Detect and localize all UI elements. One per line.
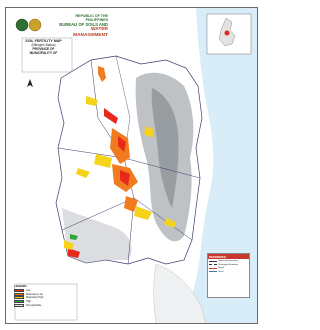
reference-label: Road [218, 267, 224, 270]
reference-box [207, 253, 250, 298]
agency-line-2: BUREAU OF SOILS AND [59, 22, 108, 27]
reference-item [209, 263, 248, 266]
map-title-block [22, 39, 65, 55]
legend-swatch [14, 293, 24, 296]
agency-logo-right [29, 19, 41, 31]
legend-item [14, 304, 70, 307]
legend-swatch [14, 289, 24, 292]
map-subtitle: (Nitrogen Status) [31, 43, 56, 47]
map-title: SOIL FERTILITY MAP [25, 39, 62, 43]
reference-label: Municipal Boundary [218, 260, 238, 263]
legend-label: Not Applicable [26, 303, 42, 307]
province-label: PROVINCE OF [32, 47, 55, 51]
reference-title: REFERENCE [208, 254, 249, 259]
legend-label: Moderately Low [26, 292, 43, 296]
legend-swatch [14, 304, 24, 307]
reference-symbol [209, 271, 217, 272]
inset-location-marker [225, 31, 230, 36]
agency-line-3: WATER MANAGEMENT [73, 27, 108, 38]
reference-label: River [218, 270, 224, 273]
agency-header [56, 14, 108, 38]
reference-item [209, 260, 248, 263]
legend-label: High [26, 300, 31, 304]
reference-item [209, 270, 248, 273]
municipality-label: MUNICIPALITY OF [29, 51, 58, 55]
legend-title: LEGEND [14, 284, 27, 288]
legend-swatch [14, 296, 24, 299]
reference-symbol [209, 264, 217, 265]
agency-logo-left [16, 19, 28, 31]
reference-symbol [209, 268, 217, 269]
north-arrow-icon [27, 79, 33, 87]
legend-swatch [14, 300, 24, 303]
legend-list [14, 289, 70, 307]
agency-line-1: REPUBLIC OF THE PHILIPPINES [75, 14, 108, 22]
reference-item [209, 267, 248, 270]
reference-symbol [209, 261, 217, 262]
legend-label: Low [26, 289, 31, 293]
legend-label: Moderately High [26, 296, 44, 300]
reference-label: Barangay Boundary [218, 263, 238, 266]
